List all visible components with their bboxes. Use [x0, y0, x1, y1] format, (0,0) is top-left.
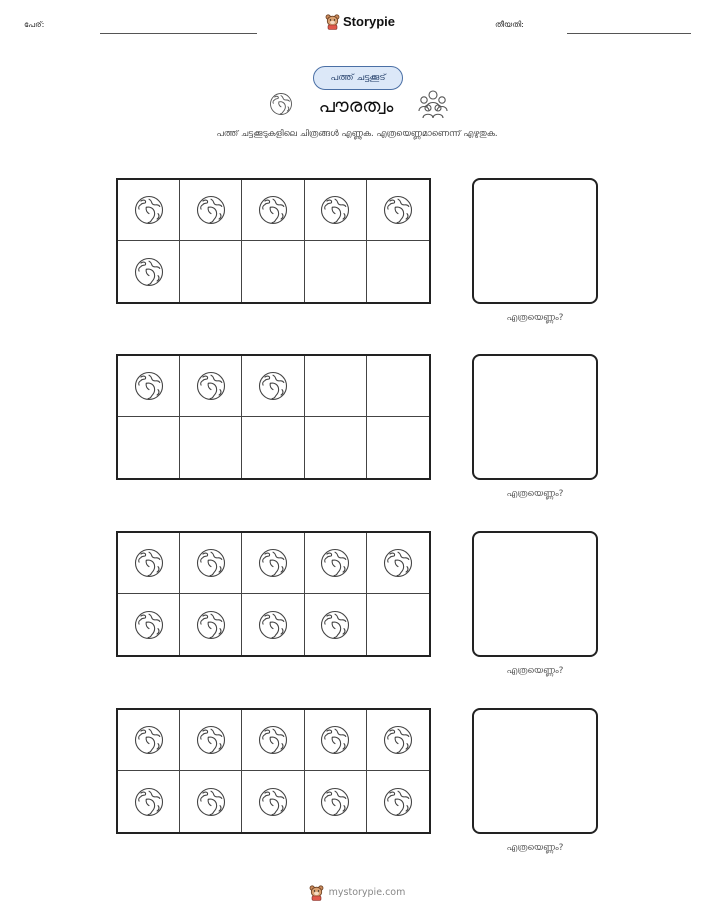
frame-cell	[305, 771, 367, 832]
frame-cell	[305, 417, 367, 478]
answer-box[interactable]	[472, 178, 598, 304]
frame-cell	[180, 533, 242, 594]
date-label: തീയതി:	[495, 20, 524, 29]
brand-logo	[325, 13, 395, 30]
title-row	[267, 91, 449, 121]
globe-icon	[255, 784, 291, 820]
frame-cell	[242, 594, 304, 655]
frame-cell	[180, 356, 242, 417]
worksheet-title: പൗരത്വം	[318, 95, 394, 117]
brand-name: Storypie	[343, 14, 396, 29]
globe-icon	[131, 722, 167, 758]
frame-cell	[242, 533, 304, 594]
globe-icon	[193, 192, 229, 228]
globe-icon	[255, 192, 291, 228]
globe-icon	[131, 545, 167, 581]
globe-icon	[193, 722, 229, 758]
frame-cell	[180, 241, 242, 302]
frame-cell	[118, 533, 180, 594]
globe-icon	[380, 192, 416, 228]
answer-box[interactable]	[472, 354, 598, 480]
frame-cell	[242, 417, 304, 478]
globe-icon	[317, 192, 353, 228]
frame-cell	[180, 594, 242, 655]
frame-cell	[305, 594, 367, 655]
answer-prompt: എത്രയെണ്ണം?	[506, 313, 564, 323]
globe-icon	[380, 784, 416, 820]
frame-cell	[242, 356, 304, 417]
frame-cell	[305, 710, 367, 771]
frame-cell	[118, 594, 180, 655]
globe-icon	[193, 545, 229, 581]
frame-cell	[242, 241, 304, 302]
frame-cell	[367, 771, 429, 832]
frame-cell	[367, 594, 429, 655]
globe-icon	[317, 722, 353, 758]
frame-cell	[305, 241, 367, 302]
frame-cell	[367, 356, 429, 417]
title-people-icon	[417, 89, 449, 123]
answer-box[interactable]	[472, 531, 598, 657]
ten-frame	[116, 178, 431, 304]
frame-cell	[367, 710, 429, 771]
frame-cell	[242, 710, 304, 771]
title-globe-icon	[267, 90, 295, 122]
frame-cell	[118, 356, 180, 417]
people-group-icon	[417, 89, 449, 119]
frame-cell	[118, 710, 180, 771]
date-line[interactable]	[567, 33, 691, 34]
answer-box[interactable]	[472, 708, 598, 834]
instructions-text: പത്ത് ചട്ടക്കൂടുകളിലെ ചിത്രങ്ങൾ എണ്ണുക. എത്രയെണ്ണമാണെന്ന് എഴുതുക.	[216, 129, 498, 139]
globe-icon	[131, 784, 167, 820]
globe-icon	[255, 607, 291, 643]
frame-cell	[180, 771, 242, 832]
name-line[interactable]	[100, 33, 257, 34]
footer	[0, 884, 714, 901]
frame-cell	[305, 356, 367, 417]
globe-icon	[193, 607, 229, 643]
globe-icon	[131, 368, 167, 404]
frame-cell	[118, 241, 180, 302]
frame-cell	[367, 241, 429, 302]
frame-cell	[367, 417, 429, 478]
frame-cell	[180, 417, 242, 478]
frame-cell	[118, 417, 180, 478]
globe-icon	[317, 784, 353, 820]
ten-frame	[116, 708, 431, 834]
globe-icon	[131, 607, 167, 643]
answer-prompt: എത്രയെണ്ണം?	[506, 666, 564, 676]
globe-icon	[193, 368, 229, 404]
globe-icon	[267, 90, 295, 118]
frame-cell	[180, 710, 242, 771]
frame-cell	[118, 180, 180, 241]
frame-cell	[367, 180, 429, 241]
globe-icon	[255, 722, 291, 758]
frame-cell	[118, 771, 180, 832]
worksheet-type-badge: പത്ത് ചട്ടക്കൂട്	[313, 66, 403, 90]
globe-icon	[193, 784, 229, 820]
globe-icon	[317, 607, 353, 643]
frame-cell	[242, 771, 304, 832]
globe-icon	[131, 254, 167, 290]
globe-icon	[255, 368, 291, 404]
bear-logo-icon	[325, 13, 340, 30]
globe-icon	[380, 722, 416, 758]
name-label: പേര്:	[24, 20, 45, 29]
frame-cell	[242, 180, 304, 241]
footer-url[interactable]: mystorypie.com	[328, 887, 406, 898]
frame-cell	[305, 533, 367, 594]
globe-icon	[255, 545, 291, 581]
frame-cell	[180, 180, 242, 241]
answer-prompt: എത്രയെണ്ണം?	[506, 489, 564, 499]
answer-prompt: എത്രയെണ്ണം?	[506, 843, 564, 853]
ten-frame	[116, 531, 431, 657]
globe-icon	[317, 545, 353, 581]
globe-icon	[380, 545, 416, 581]
frame-cell	[367, 533, 429, 594]
globe-icon	[131, 192, 167, 228]
ten-frame	[116, 354, 431, 480]
bear-logo-icon	[309, 884, 324, 901]
frame-cell	[305, 180, 367, 241]
